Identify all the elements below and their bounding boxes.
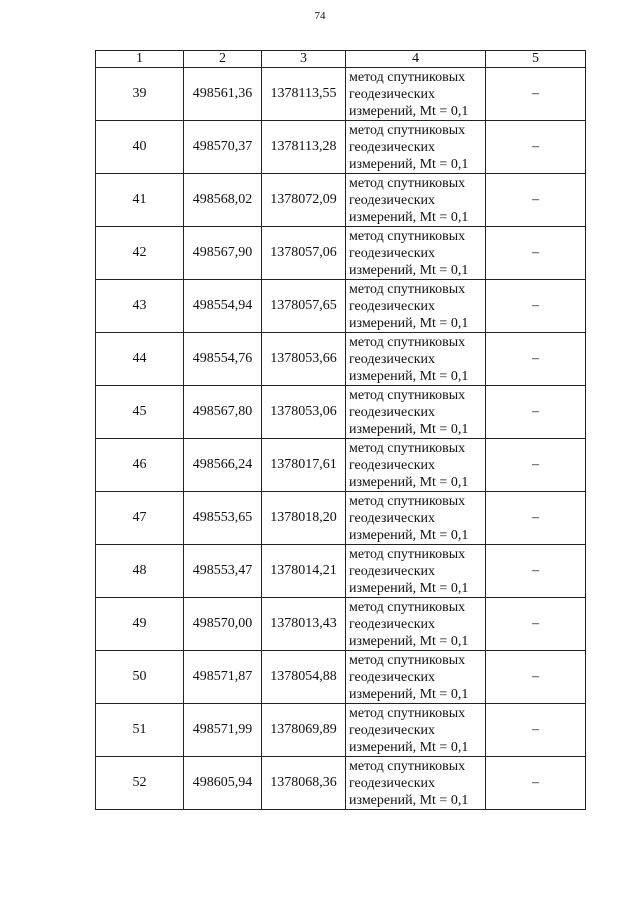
point-number-cell: 39 xyxy=(96,68,184,121)
point-number-cell: 41 xyxy=(96,174,184,227)
point-number-cell: 49 xyxy=(96,598,184,651)
point-number-cell: 52 xyxy=(96,757,184,810)
method-cell: метод спутниковых геодезических измерений, Mt = 0,1 xyxy=(346,386,486,439)
table-row xyxy=(96,598,586,651)
x-coordinate-cell: 498571,87 xyxy=(184,651,262,704)
note-cell: – xyxy=(486,439,586,492)
point-number-cell: 44 xyxy=(96,333,184,386)
y-coordinate-cell: 1378054,88 xyxy=(262,651,346,704)
method-cell: метод спутниковых геодезических измерений, Mt = 0,1 xyxy=(346,704,486,757)
table-row xyxy=(96,757,586,810)
x-coordinate-cell: 498568,02 xyxy=(184,174,262,227)
x-coordinate-cell: 498554,76 xyxy=(184,333,262,386)
header-col-3: 3 xyxy=(262,51,346,68)
x-coordinate-cell: 498567,90 xyxy=(184,227,262,280)
x-coordinate-cell: 498566,24 xyxy=(184,439,262,492)
point-number-cell: 42 xyxy=(96,227,184,280)
table-row xyxy=(96,439,586,492)
method-cell: метод спутниковых геодезических измерений, Mt = 0,1 xyxy=(346,757,486,810)
table-header-row xyxy=(96,51,586,68)
table-row xyxy=(96,386,586,439)
method-cell: метод спутниковых геодезических измерений, Mt = 0,1 xyxy=(346,68,486,121)
note-cell: – xyxy=(486,333,586,386)
x-coordinate-cell: 498553,47 xyxy=(184,545,262,598)
method-cell: метод спутниковых геодезических измерений, Mt = 0,1 xyxy=(346,651,486,704)
table-row xyxy=(96,333,586,386)
x-coordinate-cell: 498570,00 xyxy=(184,598,262,651)
y-coordinate-cell: 1378017,61 xyxy=(262,439,346,492)
x-coordinate-cell: 498570,37 xyxy=(184,121,262,174)
point-number-cell: 48 xyxy=(96,545,184,598)
note-cell: – xyxy=(486,174,586,227)
note-cell: – xyxy=(486,386,586,439)
note-cell: – xyxy=(486,651,586,704)
y-coordinate-cell: 1378014,21 xyxy=(262,545,346,598)
x-coordinate-cell: 498571,99 xyxy=(184,704,262,757)
method-cell: метод спутниковых геодезических измерений, Mt = 0,1 xyxy=(346,227,486,280)
y-coordinate-cell: 1378053,66 xyxy=(262,333,346,386)
note-cell: – xyxy=(486,598,586,651)
note-cell: – xyxy=(486,280,586,333)
x-coordinate-cell: 498561,36 xyxy=(184,68,262,121)
header-col-2: 2 xyxy=(184,51,262,68)
header-col-1: 1 xyxy=(96,51,184,68)
x-coordinate-cell: 498553,65 xyxy=(184,492,262,545)
note-cell: – xyxy=(486,545,586,598)
page-number: 74 xyxy=(314,10,326,22)
point-number-cell: 43 xyxy=(96,280,184,333)
table-row xyxy=(96,174,586,227)
point-number-cell: 51 xyxy=(96,704,184,757)
x-coordinate-cell: 498554,94 xyxy=(184,280,262,333)
method-cell: метод спутниковых геодезических измерений, Mt = 0,1 xyxy=(346,174,486,227)
x-coordinate-cell: 498567,80 xyxy=(184,386,262,439)
point-number-cell: 47 xyxy=(96,492,184,545)
point-number-cell: 40 xyxy=(96,121,184,174)
note-cell: – xyxy=(486,704,586,757)
note-cell: – xyxy=(486,227,586,280)
note-cell: – xyxy=(486,492,586,545)
table-row xyxy=(96,280,586,333)
table-row xyxy=(96,651,586,704)
note-cell: – xyxy=(486,757,586,810)
method-cell: метод спутниковых геодезических измерений, Mt = 0,1 xyxy=(346,492,486,545)
table-row xyxy=(96,545,586,598)
table-row xyxy=(96,492,586,545)
point-number-cell: 50 xyxy=(96,651,184,704)
y-coordinate-cell: 1378068,36 xyxy=(262,757,346,810)
method-cell: метод спутниковых геодезических измерений, Mt = 0,1 xyxy=(346,598,486,651)
table-row xyxy=(96,121,586,174)
header-col-4: 4 xyxy=(346,51,486,68)
y-coordinate-cell: 1378072,09 xyxy=(262,174,346,227)
method-cell: метод спутниковых геодезических измерений, Mt = 0,1 xyxy=(346,333,486,386)
y-coordinate-cell: 1378013,43 xyxy=(262,598,346,651)
y-coordinate-cell: 1378057,65 xyxy=(262,280,346,333)
method-cell: метод спутниковых геодезических измерений, Mt = 0,1 xyxy=(346,545,486,598)
note-cell: – xyxy=(486,68,586,121)
coordinates-table xyxy=(95,50,586,810)
note-cell: – xyxy=(486,121,586,174)
table-body xyxy=(96,68,586,810)
table-row xyxy=(96,68,586,121)
method-cell: метод спутниковых геодезических измерений, Mt = 0,1 xyxy=(346,439,486,492)
method-cell: метод спутниковых геодезических измерений, Mt = 0,1 xyxy=(346,121,486,174)
y-coordinate-cell: 1378053,06 xyxy=(262,386,346,439)
table-row xyxy=(96,227,586,280)
x-coordinate-cell: 498605,94 xyxy=(184,757,262,810)
header-col-5: 5 xyxy=(486,51,586,68)
y-coordinate-cell: 1378113,28 xyxy=(262,121,346,174)
y-coordinate-cell: 1378018,20 xyxy=(262,492,346,545)
point-number-cell: 45 xyxy=(96,386,184,439)
y-coordinate-cell: 1378057,06 xyxy=(262,227,346,280)
table-row xyxy=(96,704,586,757)
point-number-cell: 46 xyxy=(96,439,184,492)
y-coordinate-cell: 1378069,89 xyxy=(262,704,346,757)
method-cell: метод спутниковых геодезических измерений, Mt = 0,1 xyxy=(346,280,486,333)
y-coordinate-cell: 1378113,55 xyxy=(262,68,346,121)
